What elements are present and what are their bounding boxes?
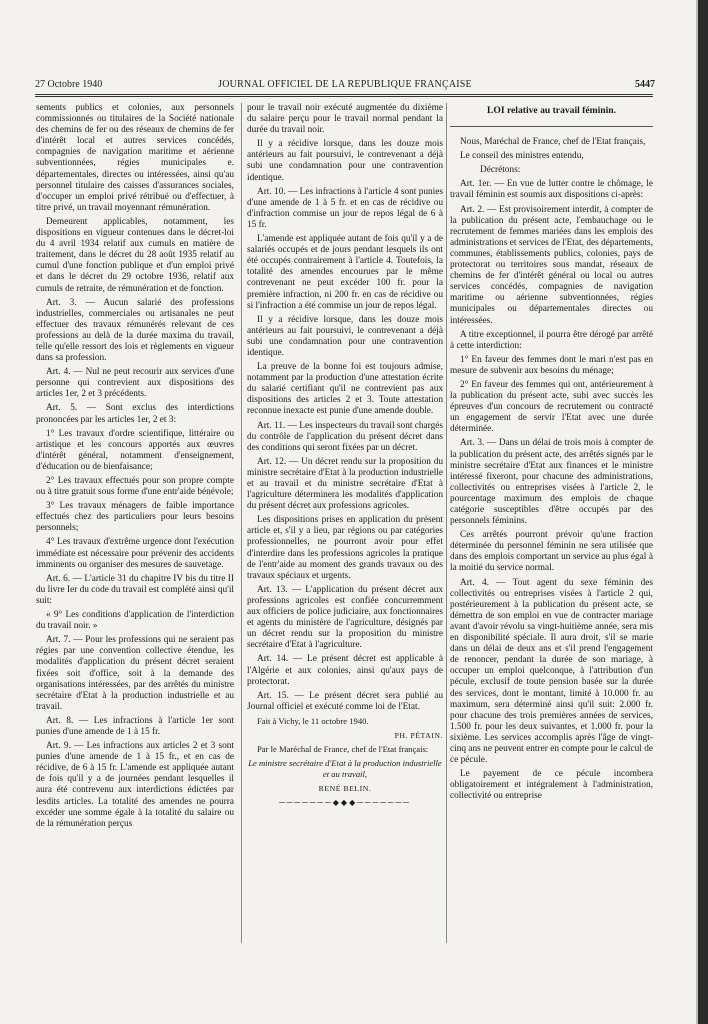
paragraph: Art. 14. — Le présent décret est applicable à l'Algérie et aux colonies, ainsi qu'aux pays de protectorat. [247,654,443,687]
paragraph: Ces arrêtés pourront prévoir qu'une fraction déterminée du personnel féminin ne sera utilisée que dans des emplois comportant un service au plus égal à la moitié du service normal. [450,530,653,574]
header-rule [35,94,653,95]
title-rule [450,126,653,127]
paragraph: 3° Les travaux ménagers de faible importance effectués chez des particuliers pour leurs besoins personnels; [36,501,234,534]
ornament-divider: ───────◆◆◆─────── [279,798,411,808]
paragraph: Art. 3. — Dans un délai de trois mois à compter de la publication du présent acte, des arrêtés signés par le ministre secrétaire d'Etat aux finances et le ministre intéressé fixeront, pour chacune des administrations, collectivités ou entreprises visées à l'article 2, le pourcentage maximum des emplois de chaque catégorie susceptibles d'être occupés par des personnels féminins. [450,438,653,527]
minister-signature: RENÉ BELIN. [318,784,372,794]
paragraph: Le payement de ce pécule incombera obligatoirement et intégralement à l'administration, collectivité ou entreprise [450,769,653,802]
law-title: LOI relative au travail féminin. [486,105,617,116]
paragraph: Il y a récidive lorsque, dans les douze mois antérieurs au fait poursuivi, le contrevenant a déjà subi une condamnation pour une contravention identique. [247,139,443,183]
paragraph: Art. 4. — Nul ne peut recourir aux services d'une personne qui contrevient aux dispositions des articles 1er, 2 et 3 précédents. [36,367,234,400]
paragraph: 2° Les travaux effectués pour son propre compte ou à titre gratuit sous forme d'une entr'aide bénévole; [36,476,234,498]
paragraph: Nous, Maréchal de France, chef de l'Etat français, [460,137,646,148]
header-rule-double [35,96,653,97]
decretons: Décrétons: [480,165,521,176]
column-1 [36,103,234,833]
minister-title: Le ministre secrétaire d'Etat à la production industrielle et au travail, [248,758,442,780]
paragraph: 4° Les travaux d'extrême urgence dont l'exécution immédiate est nécessaire pour prévenir des accidents imminents ou organiser des mesures de sauvetage. [36,537,234,570]
paragraph: 2° En faveur des femmes qui ont, antérieurement à la publication du présent acte, subi avec succès les épreuves d'un concours de recrutement ou contracté un engagement de servir l'Etat avec une durée déterminée. [450,379,653,435]
paragraph: La preuve de la bonne foi est toujours admise, notamment par la production d'une attestation écrite du salarié certifiant qu'il ne contrevient pas aux dispositions des articles 2 et 3. Toute attestation reconnue inexacte est punie d'une amende double. [247,362,443,417]
header-page-number: 5447 [635,79,655,90]
paragraph: Art. 15. — Le présent décret sera publié au Journal officiel et exécuté comme loi de l'Etat. [247,690,443,712]
paragraph: 1° Les travaux d'ordre scientifique, littéraire ou artistique et les concours apportés aux œuvres d'intérêt général, notamment d'enseignement, d'éducation ou de bienfaisance; [36,428,234,472]
page-header [35,79,655,93]
paragraph: Art. 13. — L'application du présent décret aux professions agricoles est confiée concurremment aux officiers de police judiciaire, aux fonctionnaires et agents du ministère de l'agriculture, désignés par un décret rendu sur la proposition du ministre secrétaire d'Etat à l'agriculture. [247,584,443,651]
header-date: 27 Octobre 1940 [35,79,103,90]
paragraph: Art. 6. — L'article 31 du chapitre IV bis du titre II du livre Ier du code du travail est complété ainsi qu'il suit: [36,573,234,606]
paragraph: sements publics et colonies, aux personnels commissionnés ou titulaires de la Société nationale des chemins de fer ou des réseaux de chemins de fer d'intérêt local et autres services concédés, compagnies de navigation maritime et aérienne subventionnées, régies municipales e. départementales, directes ou intéressées, ainsi qu'au personnel titulaire des caisses d'assurances sociales, d'occuper un emploi privé rétribué ou d'effectuer, à titre privé, un travail moyennant rémunération. [36,103,234,213]
header-title: JOURNAL OFFICIEL DE LA REPUBLIQUE FRANÇAISE [218,79,472,90]
scan-edge-shadow [696,0,698,1024]
paragraph: L'amende est appliquée autant de fois qu'il y a de salariés occupés et de jours pendant lesquels ils ont été occupés contrairement à l'article 4. Toutefois, la totalité des amendes encourues par le même contrevenant ne peut excéder 100 fr. pour la première infraction, ni 200 fr. en cas de récidive ou si l'infraction a été commise un jour de repos légal. [247,234,443,311]
paragraph: 1° En faveur des femmes dont le mari n'est pas en mesure de subvenir aux besoins du ménage; [450,354,653,376]
paragraph: Art. 9. — Les infractions aux articles 2 et 3 sont punies d'une amende de 1 à 15 fr., et en cas de récidive, de 6 à 15 fr. L'amende est appliquée autant de fois qu'il y a de journées pendant lesquelles il aura été contrevenu aux interdictions édictées par lesdits articles. La totalité des amendes ne pourra excéder une somme égale à la totalité du salaire ou de la rémunération perçus [36,741,234,829]
place-date: Fait à Vichy, le 11 octobre 1940. [257,715,369,726]
paragraph: Art. 8. — Les infractions à l'article 1er sont punies d'une amende de 1 à 15 fr. [36,715,234,737]
paragraph: « 9° Les conditions d'application de l'interdiction du travail noir. » [36,610,234,632]
paragraph: Il y a récidive lorsque, dans les douze mois antérieurs au fait poursuivi, le contrevenant a déjà subi une condamnation pour une contravention identique. [247,314,443,358]
paragraph: Art. 2. — Est provisoirement interdit, à compter de la publication du présent acte, l'embauchage ou le recrutement de femmes mariées dans les emplois des administrations et services de l'Etat, des départements, communes, établissements publics, colonies, pays de protectorat ou territoires sous mandat, réseaux de chemins de fer d'intérêt général ou local ou autres services concédés, compagnies de navigation maritime ou aérienne subventionnées, régies municipales ou départementales directes ou intéressées. [450,204,653,326]
paragraph: Le conseil des ministres entendu, [460,151,584,162]
column-divider-2 [446,103,447,943]
paragraph: Art. 7. — Pour les professions qui ne seraient pas régies par une convention collective étendue, les modalités d'application du présent décret seraient fixées soit d'office, soit à la demande des organisations intéressées, par des arrêtés du ministre secrétaire d'Etat à la production industrielle et au travail. [36,635,234,712]
paragraph: Art. 11. — Les inspecteurs du travail sont chargés du contrôle de l'application du présent décret dans des conditions qui seront fixées par un décret. [247,420,443,453]
signature-by: Par le Maréchal de France, chef de l'Etat français: [257,744,429,755]
signature: PH. PÉTAIN. [394,730,443,740]
paragraph: Art. 12. — Un décret rendu sur la proposition du ministre secrétaire d'Etat à la production industrielle et au travail et du ministre secrétaire d'Etat à l'agriculture déterminera les modalités d'application du présent décret aux professions agricoles. [247,456,443,512]
paragraph: A titre exceptionnel, il pourra être dérogé par arrêté à cette interdiction: [450,329,653,351]
paragraph: pour le travail noir exécuté augmentée du dixième du salaire perçu pour le travail normal pendant la durée du travail noir. [247,103,443,136]
paragraph: Demeurent applicables, notamment, les dispositions en vigueur contenues dans le décret-loi du 4 avril 1934 relatif aux cumuls en matière de traitement, dans le décret du 28 août 1935 relatif au cumul d'une fonction publique et d'un emploi privé et dans le décret du 29 octobre 1936, relatif aux cumuls de retraite, de rémunération et de fonction. [36,216,234,294]
paragraph: Art. 5. — Sont exclus des interdictions prononcées par les articles 1er, 2 et 3: [36,403,234,425]
column-divider-1 [241,103,242,943]
paragraph: Les dispositions prises en application du présent article et, s'il y a lieu, par régions ou par catégories professionnelles, ne pourront avoir pour effet d'interdire dans les professions agricoles la pratique de l'entr'aide au moment des grands travaux ou des travaux spéciaux et urgents. [247,515,443,581]
scan-edge [698,0,708,1024]
column-3 [450,103,653,805]
paragraph: Art. 4. — Tout agent du sexe féminin des collectivités ou entreprises visées à l'article 2 qui, postérieurement à la publication du présent acte, se démettra de son emploi en vue de contracter mariage avant d'avoir révolu sa vingt-huitième année, sera mis en disponibilité spéciale. Il aura droit, s'il se marie dans un délai de deux ans et s'il prend l'engagement de renoncer, pendant la durée de son mariage, à occuper un emploi quelconque, à l'attribution d'un pécule, exclusif de toute pension basée sur la durée des services, dont le montant, limité à 10.000 fr. au maximum, sera déterminé ainsi qu'il suit: 2.000 fr. pour chacune des trois premières années de services, 1.500 fr. pour les deux suivantes, et 1.000 fr. pour la sixième. Les services accomplis après l'âge de vingt-cinq ans ne peuvent entrer en compte pour le calcul de ce pécule. [450,577,653,766]
column-2 [247,103,443,812]
paragraph: Art. 10. — Les infractions à l'article 4 sont punies d'une amende de 1 à 5 fr. et en cas de récidive ou d'infraction commise un jour de repos légal de 6 à 15 fr. [247,186,443,230]
paragraph: Art. 3. — Aucun salarié des professions industrielles, commerciales ou artisanales ne peut effectuer des travaux rémunérés relevant de ces professions au delà de la durée maxima du travail, telle qu'elle ressort des lois et règlements en vigueur dans sa profession. [36,297,234,364]
paragraph: Art. 1er. — En vue de lutter contre le chômage, le travail féminin est soumis aux dispositions ci-après: [450,179,653,201]
